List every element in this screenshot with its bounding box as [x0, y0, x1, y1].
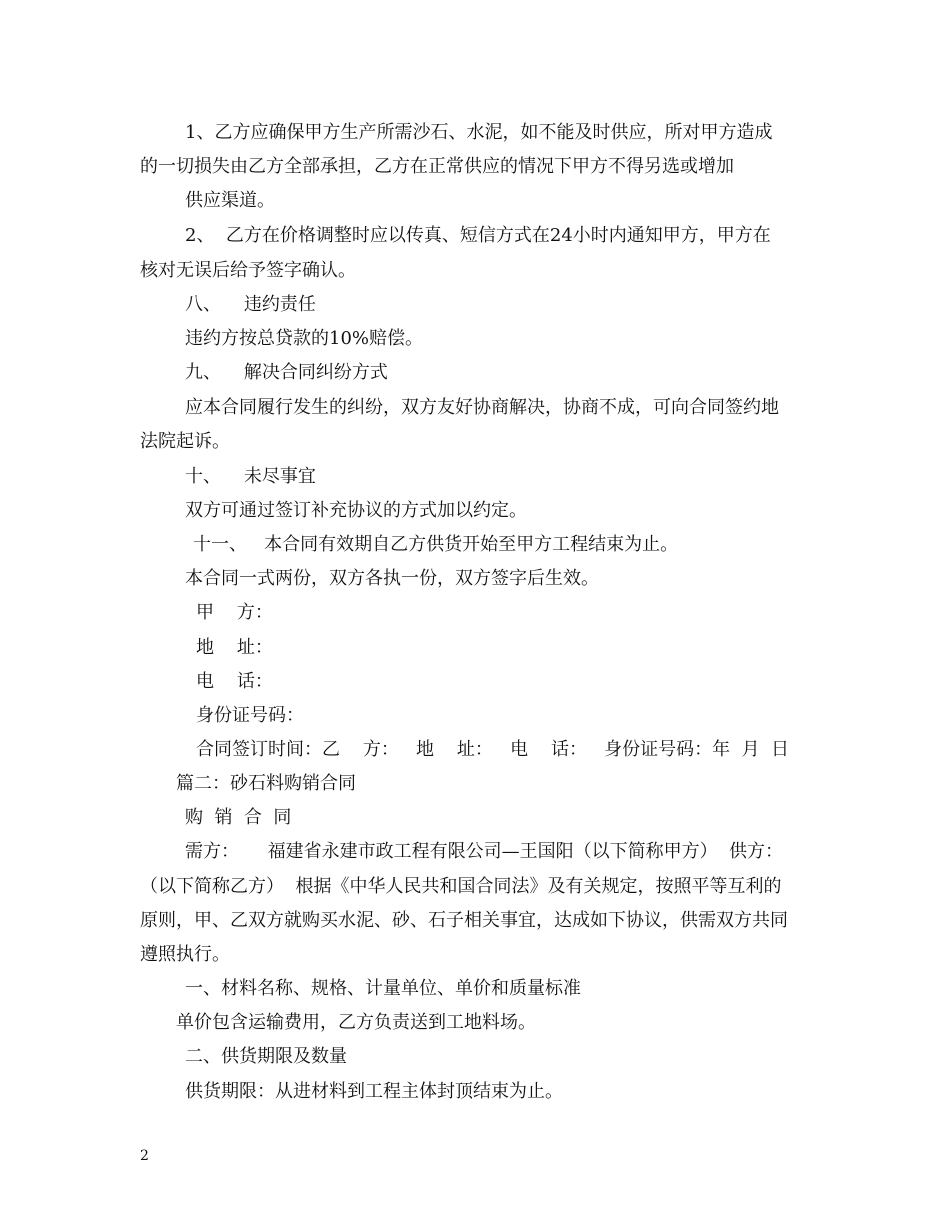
text-line: 核对无误后给予签字确认。	[140, 260, 356, 281]
article-title: 篇二：砂石料购销合同	[176, 773, 356, 794]
text-line: （以下简称乙方） 根据《中华人民共和国合同法》及有关规定，按照平等互利的	[140, 876, 782, 897]
section-heading: 八、 违约责任	[185, 294, 316, 315]
text-line: 遵照执行。	[140, 944, 230, 965]
page-number: 2	[140, 1148, 149, 1164]
section-heading: 十、 未尽事宜	[185, 466, 316, 487]
text-line: 2、 乙方在价格调整时应以传真、短信方式在24小时内通知甲方，甲方在	[185, 225, 771, 246]
text-line: 供货期限：从进材料到工程主体封顶结束为止。	[185, 1081, 563, 1102]
text-line: 供应渠道。	[185, 190, 275, 211]
signature-field: 地 址：	[196, 637, 273, 658]
text-line: 需方： 福建省永建市政工程有限公司—王国阳（以下简称甲方） 供方：	[185, 841, 784, 862]
text-line: 双方可通过签订补充协议的方式加以约定。	[185, 500, 527, 521]
signature-field: 甲 方：	[196, 602, 273, 623]
text-line: 单价包含运输费用，乙方负责送到工地料场。	[176, 1012, 536, 1033]
text-line: 1、乙方应确保甲方生产所需沙石、水泥，如不能及时供应，所对甲方造成	[185, 122, 773, 143]
signature-field: 身份证号码：	[196, 705, 304, 726]
text-line: 十一、 本合同有效期自乙方供货开始至甲方工程结束为止。	[193, 534, 679, 555]
text-line: 本合同一式两份，双方各执一份，双方签字后生效。	[185, 568, 599, 589]
section-heading: 九、 解决合同纠纷方式	[185, 362, 388, 383]
section-heading: 二、供货期限及数量	[185, 1046, 347, 1067]
signature-field: 电 话：	[196, 671, 273, 692]
text-line: 违约方按总贷款的10%赔偿。	[185, 328, 424, 349]
text-line: 应本合同履行发生的纠纷，双方友好协商解决，协商不成，可向合同签约地	[185, 397, 779, 418]
signature-row: 合同签订时间：乙 方： 地 址： 电 话： 身份证号码：年 月 日	[196, 739, 790, 760]
section-heading: 一、材料名称、规格、计量单位、单价和质量标准	[185, 978, 581, 999]
contract-title: 购 销 合 同	[185, 807, 292, 828]
text-line: 的一切损失由乙方全部承担，乙方在正常供应的情况下甲方不得另选或增加	[140, 156, 734, 177]
text-line: 法院起诉。	[140, 431, 230, 452]
text-line: 原则，甲、乙双方就购买水泥、砂、石子相关事宜，达成如下协议，供需双方共同	[140, 910, 788, 931]
